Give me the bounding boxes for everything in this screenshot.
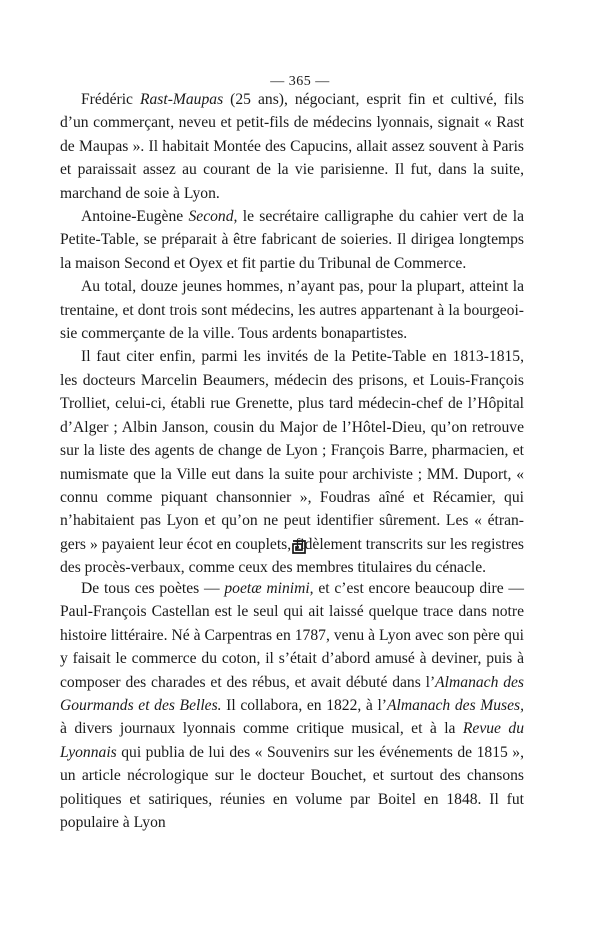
- text-run: à divers journaux lyonnais comme critique musical, et à la: [60, 720, 463, 738]
- text-run: Frédéric: [81, 91, 140, 108]
- text-section-2: [60, 577, 524, 834]
- text-run: Il faut citer enfin, parmi les invités de la Petite-Table en 1813-1815, les docteurs Marcelin Beaumers, médecin des prisons, et Louis-François Trolliet, celui-ci, établi rue Grenette, plus tard médecin-chef de l’Hôpital d’Alger ; Albin Janson, cousin du Major de l’Hôtel-Dieu, qu’on retrouve sur la liste des agents de change de Lyon ; François Barre, pharmacien, et numismate que la Ville eut dans la suite pour archiviste ; MM. Duport, « connu comme piquant chansonnier », Foudras aîné et Récamier, qui n’habitaient pas Lyon et qu’on ne peut identifier sûrement. Les « étrangers » payaient leur écot en couplets, fidèlement transcrits sur les registres des procès-verbaux, comme ceux des membres titulaires du cénacle.: [60, 348, 524, 577]
- text-section-1: [60, 88, 524, 580]
- paragraph-rast-maupas: [60, 88, 524, 205]
- italic-run: Rast-Maupas: [139, 91, 224, 108]
- text-run: De tous ces poètes —: [81, 580, 225, 597]
- italic-run: Almanach des Muses,: [387, 697, 525, 715]
- text-run: Antoine-Eugène: [81, 208, 189, 226]
- text-run: et c’est encore beaucoup dire — Paul-François Castellan est le seul qui ait laissé quelque trace dans notre histoire littéraire. Né à Carpentras en 1787, venu à Lyon avec son père qui y faisait le commerce du coton, il s’était d’abord amusé à deviner, puis à composer des charades et des rébus, et avait débuté dans l’: [60, 580, 524, 691]
- text-run: (25 ans), négociant, esprit fin et cultivé, fils d’un commerçant, neveu et petit-fils de médecins lyonnais, signait « Rast de Maupas ». Il habitait Montée des Capucins, allait assez souvent à Paris et paraissait assez au courant de la vie parisienne. Il fut, dans la suite, marchand de soie à Lyon.: [60, 91, 524, 202]
- italic-run: Second,: [188, 208, 238, 226]
- paragraph-second: [60, 205, 524, 275]
- text-run: qui publia de lui des « Souvenirs sur les événements de 1815 », un article nécrologique sur le docteur Bouchet, et surtout des chansons politiques et satiriques, réunies en volume par Boitel en 1848. Il fut populaire à Lyon: [60, 743, 524, 832]
- text-run: Au total, douze jeunes hommes, n’ayant pas, pour la plupart, atteint la trentaine, et dont trois sont médecins, les autres appartenant à la bourgeoisie commerçante de la ville. Tous ardents bonapartistes.: [60, 278, 524, 343]
- text-run: le secrétaire calligraphe du cahier vert de la Petite-Table, se préparait à être fabricant de soieries. Il dirigea longtemps la maison Second et Oyex et fit partie du Tribunal de Commerce.: [60, 208, 525, 272]
- page-number: — 365 —: [270, 74, 330, 89]
- greek-key-ornament-icon: [292, 540, 306, 554]
- text-run: Il collabora, en 1822, à l’: [221, 697, 387, 715]
- paragraph-castellan: [60, 577, 524, 834]
- italic-run: poetæ minimi,: [224, 580, 314, 597]
- paragraph-au-total: [60, 275, 524, 345]
- italic-run: Almanach des Gourmands et des Belles.: [60, 673, 524, 715]
- italic-run: Revue du Lyonnais: [60, 720, 524, 761]
